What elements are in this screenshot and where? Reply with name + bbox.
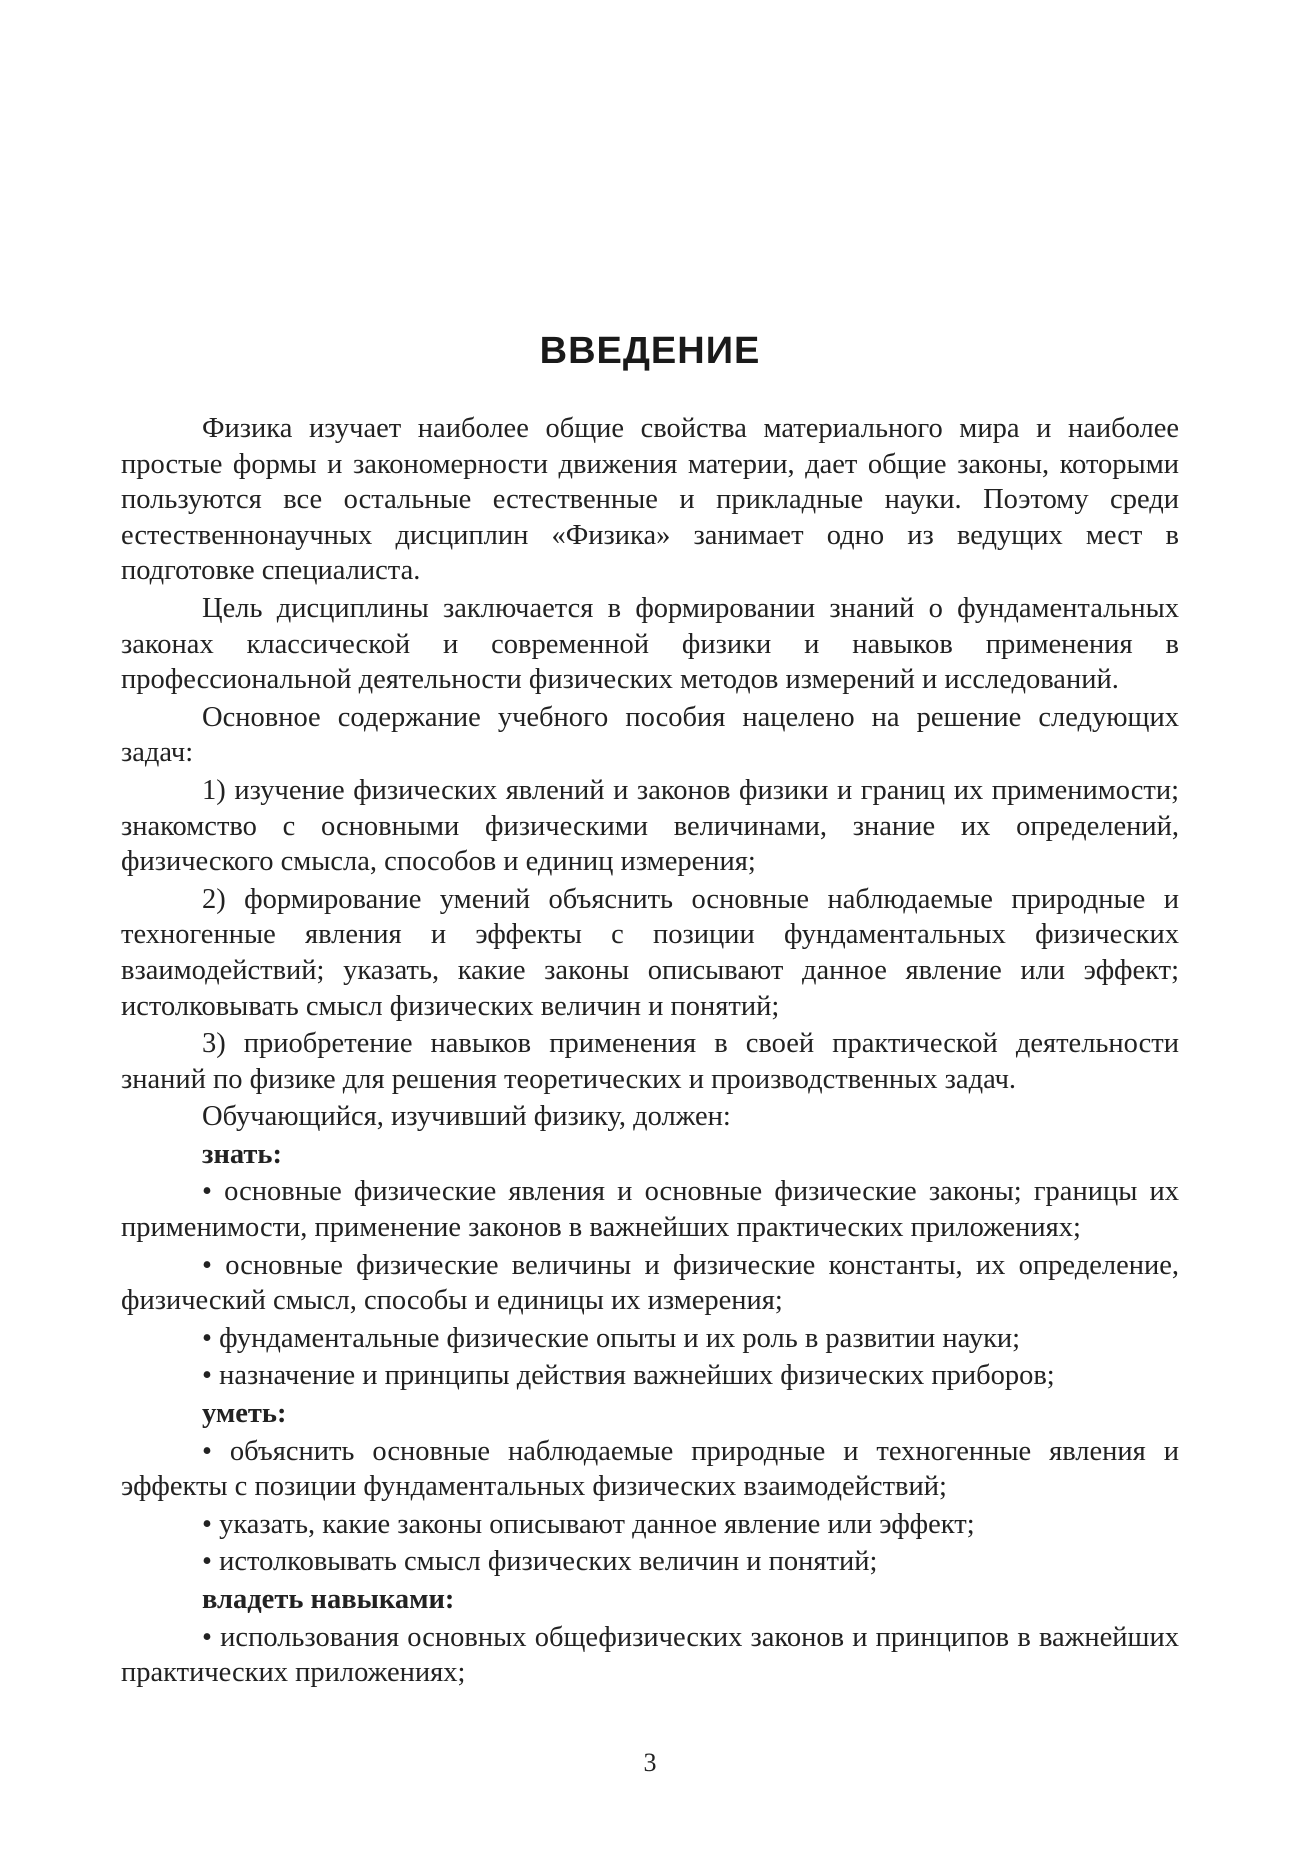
page-title: ВВЕДЕНИЕ	[539, 330, 761, 372]
task-item-2: 2) формирование умений объяснить основные наблюдаемые природные и техногенные явления и эффекты с позиции фундаментальных физических взаимодействий; указать, какие законы описывают данное явление или эффект; истолковывать смысл физических величин и понятий;	[121, 883, 1179, 1022]
task-item-3: 3) приобретение навыков применения в своей практической деятельности знаний по физике для решения теоретических и производственных задач.	[121, 1028, 1179, 1095]
tasks-intro-paragraph: Основное содержание учебного пособия нацелено на решение следующих задач:	[121, 701, 1179, 769]
able-item: • указать, какие законы описывают данное явление или эффект;	[202, 1508, 975, 1540]
skills-heading: владеть навыками:	[202, 1584, 455, 1615]
intro-paragraph: Физика изучает наиболее общие свойства материального мира и наиболее простые формы и закономерности движения материи, дает общие законы, которыми пользуются все остальные естественные и прикладные науки. Поэтому среди естественнонаучных дисциплин «Физика» занимает одно из ведущих мест в подготовке специалиста.	[121, 413, 1179, 587]
able-item: • истолковывать смысл физических величин и понятий;	[202, 1546, 878, 1578]
know-item: • назначение и принципы действия важнейших физических приборов;	[202, 1360, 1055, 1392]
task-item-1: 1) изучение физических явлений и законов физики и границ их применимости; знакомство с основными физическими величинами, знание их определений, физического смысла, способов и единиц измерения;	[121, 774, 1179, 878]
skills-item: • использования основных общефизических законов и принципов в важнейших практических приложениях;	[121, 1621, 1179, 1689]
able-item: • объяснить основные наблюдаемые природные и техногенные явления и эффекты с позиции фундаментальных физических взаимодействий;	[121, 1435, 1179, 1503]
page-number: 3	[643, 1748, 657, 1777]
main-text	[121, 411, 1179, 1693]
requirements-intro: Обучающийся, изучивший физику, должен:	[202, 1101, 731, 1133]
know-item: • фундаментальные физические опыты и их роль в развитии науки;	[202, 1322, 1021, 1354]
know-heading: знать:	[202, 1138, 282, 1170]
know-item: • основные физические явления и основные физические законы; границы их применимости, применение законов в важнейших практических приложениях;	[121, 1176, 1179, 1244]
able-heading: уметь:	[202, 1398, 287, 1430]
know-item: • основные физические величины и физические константы, их определение, физический смысл, способы и единицы их измерения;	[121, 1249, 1179, 1317]
goal-paragraph: Цель дисциплины заключается в формировании знаний о фундаментальных законах классической и современной физики и навыков применения в профессиональной деятельности физических методов измерений и исследований.	[121, 592, 1179, 696]
